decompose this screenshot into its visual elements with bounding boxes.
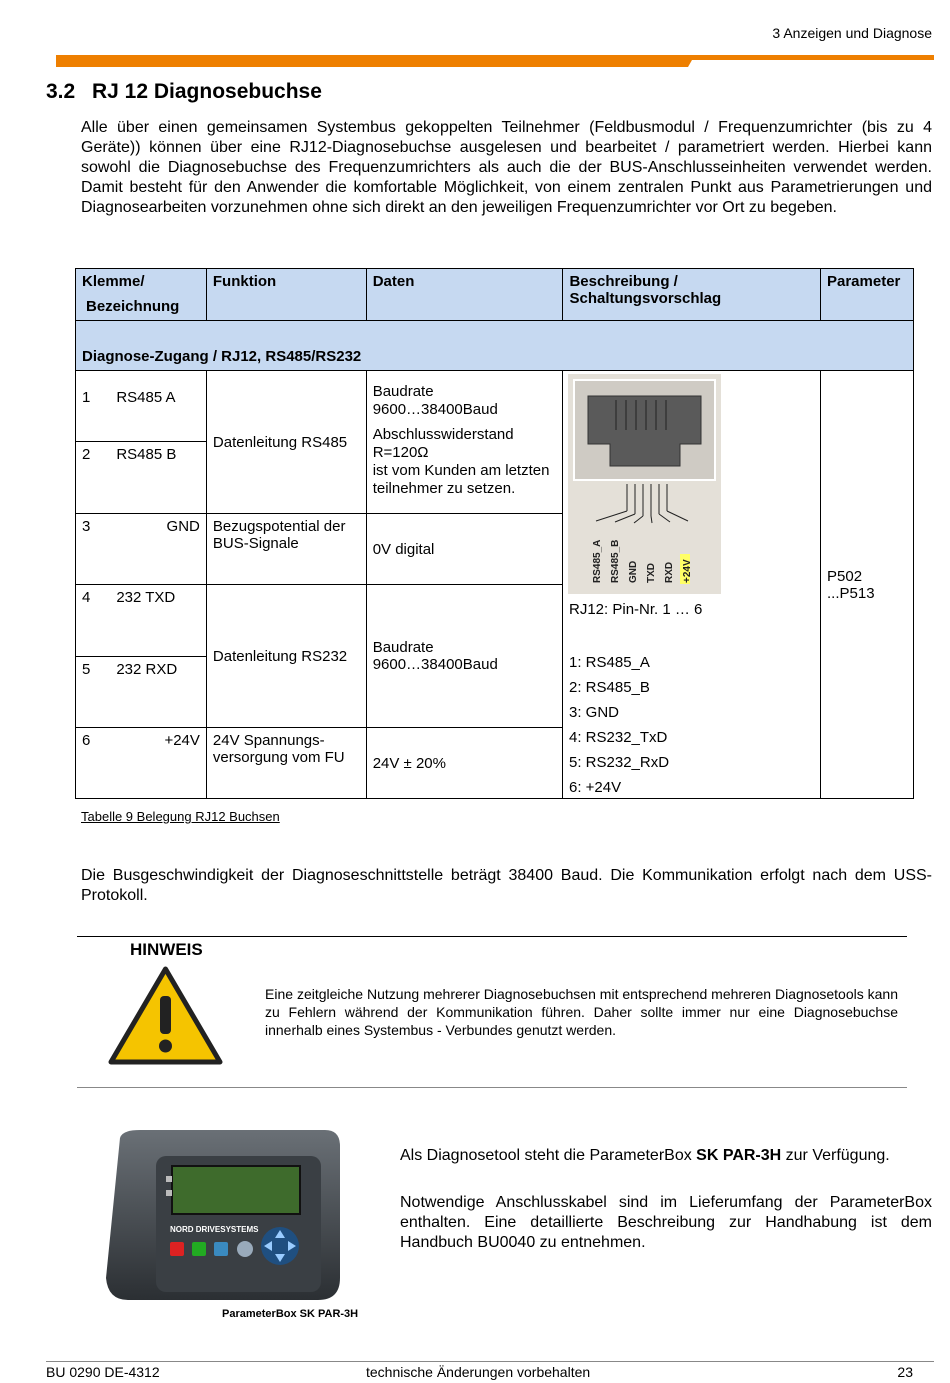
footer-rule [46, 1361, 934, 1362]
pin-list: 1: RS485_A 2: RS485_B 3: GND 4: RS232_TxD 5: RS232_RxD 6: +24V [569, 654, 670, 796]
header-parameter: Parameter [821, 269, 914, 321]
table-row: 6 +24V [76, 728, 207, 799]
funktion-bezug: Bezugspotential der BUS-Signale [206, 514, 366, 585]
notice-top-rule [77, 936, 907, 937]
daten-gnd: 0V digital [366, 514, 563, 585]
warning-icon [108, 966, 223, 1066]
header-daten: Daten [366, 269, 563, 321]
daten-rs485: Baudrate 9600…38400Baud Abschlusswiderstand R=120Ω ist vom Kunden am letzten teilnehmer zu setzen. [366, 371, 563, 514]
page-number: 23 [897, 1364, 913, 1380]
rj12-connector-diagram [568, 374, 721, 594]
table-row: 4 232 TXD [76, 585, 207, 657]
header-beschreibung: Beschreibung / Schaltungsvorschlag [563, 269, 821, 321]
header-bar [56, 55, 934, 67]
pin-label-4: TXD [646, 563, 657, 583]
footer-doc-number: BU 0290 DE-4312 [46, 1364, 160, 1380]
section-title: 3.2 RJ 12 Diagnosebuchse [46, 80, 322, 103]
parameterbox-image [100, 1128, 345, 1306]
intro-paragraph: Alle über einen gemeinsamen Systembus gekoppelten Teilnehmer (Feldbusmodul / Frequenzumrichter (bis zu 4 Geräte)) können über eine RJ12-Diagnosebuchse ausgelesen und bearbeitet / parametriert werden. Hierbei kann sowohl die Diagnosebuchse des Frequenzumrichters als auch die der BUS-Anschlusseinheiten verwendet werden. Damit besteht für den Anwender die komfortable Möglichkeit, von einem zentralen Punkt aus Parametrierungen und Diagnosearbeiten vorzunehmen ohne sich direkt an den jeweiligen Frequenzumrichter vor Ort zu begeben. [81, 119, 932, 216]
device-paragraph-1: Als Diagnosetool steht die ParameterBox SK PAR-3H zur Verfügung. [400, 1147, 890, 1164]
table-row: 3 GND [76, 514, 207, 585]
pin-label-1: RS485_A [592, 539, 603, 583]
funktion-rs485: Datenleitung RS485 [206, 371, 366, 514]
table-caption: Tabelle 9 Belegung RJ12 Buchsen [81, 809, 280, 824]
table-row: 5 232 RXD [76, 657, 207, 728]
rj12-table [75, 268, 914, 799]
header-funktion: Funktion [206, 269, 366, 321]
footer-notice: technische Änderungen vorbehalten [366, 1364, 591, 1380]
pin-label-3: GND [628, 560, 639, 583]
daten-rs232: Baudrate 9600…38400Baud [366, 585, 563, 728]
group-row: Diagnose-Zugang / RJ12, RS485/RS232 [76, 321, 914, 371]
device-paragraph-2: Notwendige Anschlusskabel sind im Lieferumfang der ParameterBox enthalten. Eine detaillierte Beschreibung zur Handhabung ist dem Handbuch BU0040 zu entnehmen. [400, 1194, 932, 1251]
pin-label-5: RXD [664, 561, 675, 583]
pin-label-2: RS485_B [610, 539, 621, 583]
device-logo: NORD DRIVESYSTEMS [170, 1225, 259, 1234]
table-row: 1 RS485 A [76, 371, 207, 442]
notice-text: Eine zeitgleiche Nutzung mehrerer Diagnosebuchsen mit entsprechend mehreren Diagnosetools kann zu Fehlern während der Kommunikation führen. Daher sollte immer nur eine Diagnosebuchse innerhalb eines Systembus - Verbundes genutzt werden. [265, 986, 898, 1038]
speed-paragraph: Die Busgeschwindigkeit der Diagnoseschnittstelle beträgt 38400 Baud. Die Kommunikation erfolgt nach dem USS- Protokoll. [81, 867, 932, 904]
funktion-rs232: Datenleitung RS232 [206, 585, 366, 728]
running-header: 3 Anzeigen und Diagnose [772, 25, 932, 41]
notice-title: HINWEIS [130, 940, 203, 959]
notice-bottom-rule [77, 1087, 907, 1088]
pin-label-6: +24V [682, 559, 693, 583]
pin-caption: RJ12: Pin-Nr. 1 … 6 [569, 601, 703, 618]
funktion-spannung: 24V Spannungs-versorgung vom FU [206, 728, 366, 799]
daten-24v: 24V ± 20% [366, 728, 563, 799]
header-klemme: Klemme/ Bezeichnung [76, 269, 207, 321]
device-caption: ParameterBox SK PAR-3H [222, 1308, 359, 1320]
parameter-cell: P502 ...P513 [821, 371, 914, 799]
table-row: 2 RS485 B [76, 442, 207, 514]
